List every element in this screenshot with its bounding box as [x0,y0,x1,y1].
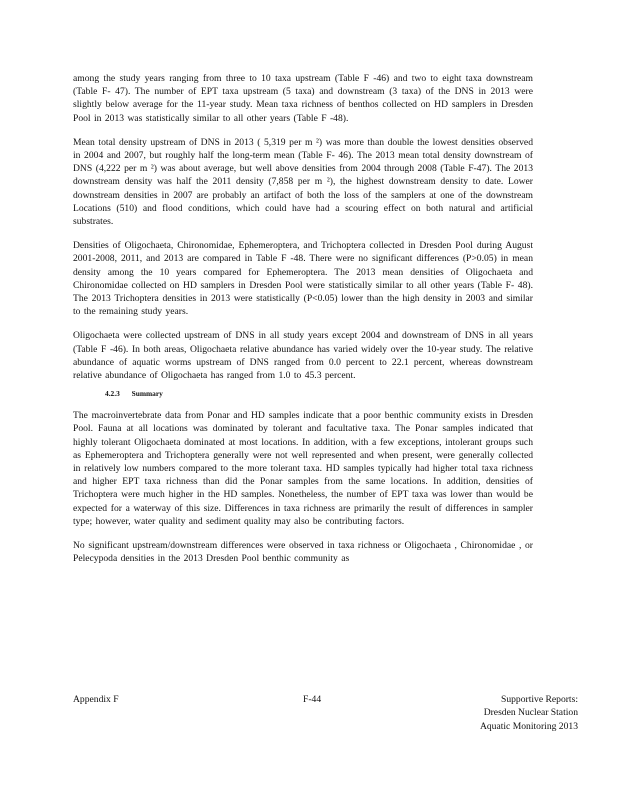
footer-report-info [480,693,578,733]
page-body [73,72,533,577]
paragraph-total-density: Mean total density upstream of DNS in 2013 ( 5,319 per m ²) was more than double the lowest densities observed in 2004 and 2007, but roughly half the long-term mean (Table F- 46). The 2013 mean total density downstream of DNS (4,222 per m ²) was about average, but well above densities from 2004 through 2008 (Table F-47). The 2013 downstream density was half the 2011 density (7,858 per m ²), the highest downstream density to date. Lower downstream densities in 2007 are probably an artifact of both the loss of the samplers at one of the downstream Locations (510) and flood conditions, which could have had a scouring effect on both natural and artificial substrates. [73,136,533,228]
paragraph-taxa-richness: among the study years ranging from three to 10 taxa upstream (Table F -46) and two to eight taxa downstream (Table F- 47). The number of EPT taxa upstream (5 taxa) and downstream (3 taxa) of the DNS in 2013 were slightly below average for the 11-year study. Mean taxa richness of benthos collected on HD samplers in Dresden Pool in 2013 was statistically similar to all other years (Table F -48). [73,73,533,124]
section-number: 4.2.3 [105,389,120,399]
section-heading [105,389,533,398]
footer-appendix: Appendix F [73,694,119,705]
footer-page-number: F-44 [303,694,322,705]
section-title: Summary [131,389,163,399]
footer-report-line-1: Supportive Reports: [500,694,578,705]
paragraph-oligochaeta: Oligochaeta were collected upstream of DNS in all study years except 2004 and downstream of DNS in all years (Table F -46). In both areas, Oligochaeta relative abundance has varied widely over the 10-year study. The relative abundance of aquatic worms upstream of DNS ranged from 0.0 percent to 22.1 percent, whereas downstream relative abundance of Oligochaeta has ranged from 1.0 to 45.3 percent. [73,330,533,382]
footer-report-line-3: Aquatic Monitoring 2013 [479,720,578,732]
paragraph-summary-continued: No significant upstream/downstream differences were observed in taxa richness or Oligochaeta , Chironomidae , or Pelecypoda densities in the 2013 Dresden Pool benthic community as [73,540,533,565]
footer-report-line-2: Dresden Nuclear Station [483,707,578,719]
paragraph-group-densities: Densities of Oligochaeta, Chironomidae, Ephemeroptera, and Trichoptera collected in Dresden Pool during August 2001-2008, 2011, and 2013 are compared in Table F -48. There were no significant differences (P>0.05) in mean density among the 10 years compared for Ephemeroptera. The 2013 mean densities of Oligochaeta and Chironomidae collected on HD samplers in Dresden Pool were statistically similar to all other years (Table F- 48). The 2013 Trichoptera densities in 2013 were statistically (P<0.05) lower than the high density in 2003 and similar to the remaining study years. [73,240,533,318]
paragraph-summary: The macroinvertebrate data from Ponar and HD samples indicate that a poor benthic community exists in Dresden Pool. Fauna at all locations was dominated by tolerant and facultative taxa. The Ponar samples indicated that highly tolerant Oligochaeta dominated at most locations. In addition, with a few exceptions, intolerant groups such as Ephemeroptera and Trichoptera generally were not well represented and when present, were generally collected in relatively low numbers compared to the more tolerant taxa. HD samples typically had higher total taxa richness and higher EPT taxa richness than did the Ponar samples from the same locations. In addition, densities of Trichoptera were much higher in the HD samples. Nonetheless, the number of EPT taxa was lower than would be expected for a waterway of this size. Differences in taxa richness are primarily the result of differences in sampler type; however, water quality and sediment quality may also be contributing factors. [73,410,533,527]
